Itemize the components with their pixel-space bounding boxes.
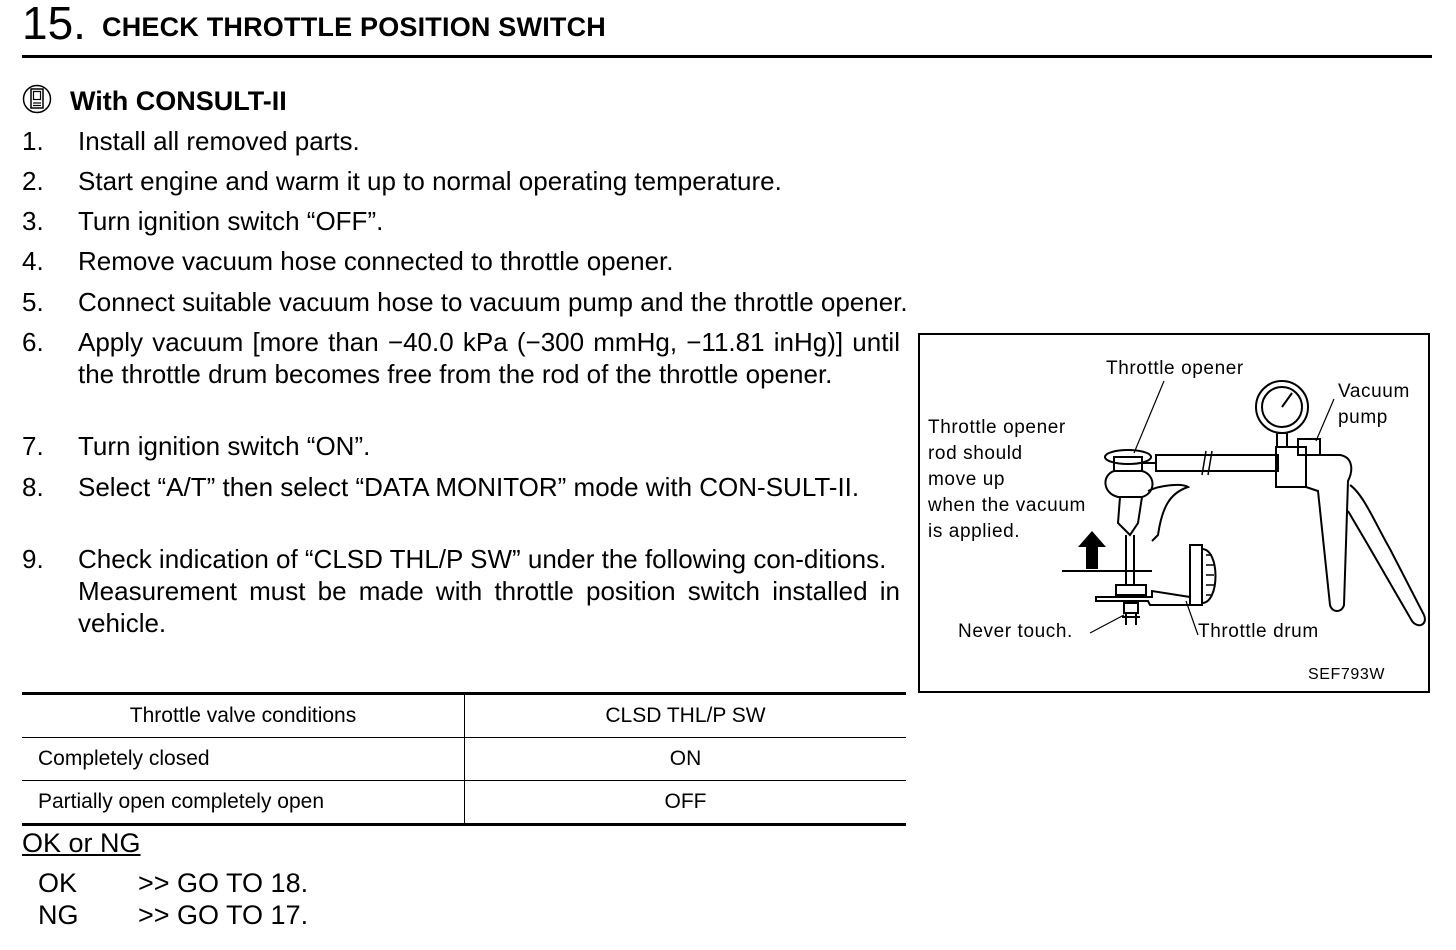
table-header-row: [22, 694, 906, 738]
result-key: OK: [38, 868, 78, 898]
step-index: 8.: [22, 472, 44, 502]
throttle-opener-figure: [918, 333, 1430, 693]
result-action: >> GO TO 18.: [138, 868, 309, 898]
ok-ng-heading: OK or NG: [22, 828, 141, 858]
step-text: Install all removed parts.: [78, 126, 360, 156]
consult-ii-icon: [22, 84, 52, 114]
result-action: >> GO TO 17.: [138, 900, 309, 930]
step-number: 15.: [22, 0, 86, 49]
step-index: 5.: [22, 287, 44, 317]
step-text: Connect suitable vacuum hose to vacuum pump and the throttle opener.: [78, 287, 908, 317]
vacuum-pump-label: Vacuum pump: [1338, 381, 1410, 428]
step-header: [22, 0, 1432, 58]
table-cell: ON: [465, 738, 907, 781]
step-text: [78, 543, 900, 639]
table-cell: OFF: [465, 781, 907, 825]
step-index: 2.: [22, 166, 44, 196]
step-index: 7.: [22, 431, 44, 461]
step-text: Turn ignition switch “OFF”.: [78, 206, 384, 236]
table-row: [22, 738, 906, 781]
column-header: CLSD THL/P SW: [465, 694, 907, 738]
step-text-main: Check indication of “CLSD THL/P SW” under the following con-ditions.: [78, 544, 887, 574]
never-touch-label: Never touch.: [958, 621, 1073, 642]
step-note: Measurement must be made with throttle position switch installed in vehicle.: [78, 576, 900, 638]
step-index: 6.: [22, 327, 44, 357]
table-cell: Completely closed: [22, 738, 465, 781]
step-title: CHECK THROTTLE POSITION SWITCH: [102, 12, 606, 42]
step-text: Turn ignition switch “ON”.: [78, 431, 371, 461]
result-key: NG: [38, 900, 79, 930]
rod-note-label: Throttle opener rod should move up when the vacuum is applied.: [928, 417, 1086, 542]
step-text: Start engine and warm it up to normal operating temperature.: [78, 166, 782, 196]
column-header: Throttle valve conditions: [22, 694, 465, 738]
conditions-table: [22, 692, 906, 826]
step-index: 9.: [22, 544, 44, 574]
step-index: 1.: [22, 126, 44, 156]
throttle-drum-label: Throttle drum: [1198, 621, 1319, 642]
step-index: 3.: [22, 206, 44, 236]
section-title: With CONSULT-II: [70, 86, 287, 116]
figure-code: SEF793W: [1308, 666, 1386, 683]
step-text: Select “A/T” then select “DATA MONITOR” mode with CON-SULT-II.: [78, 472, 860, 502]
table-row: [22, 781, 906, 825]
step-text: Apply vacuum [more than −40.0 kPa (−300 mmHg, −11.81 inHg)] until the throttle drum becomes free from the rod of the throttle opener.: [78, 327, 900, 389]
step-index: 4.: [22, 246, 44, 276]
table-cell: Partially open completely open: [22, 781, 465, 825]
throttle-opener-label: Throttle opener: [1106, 358, 1244, 379]
step-text: Remove vacuum hose connected to throttle opener.: [78, 246, 674, 276]
